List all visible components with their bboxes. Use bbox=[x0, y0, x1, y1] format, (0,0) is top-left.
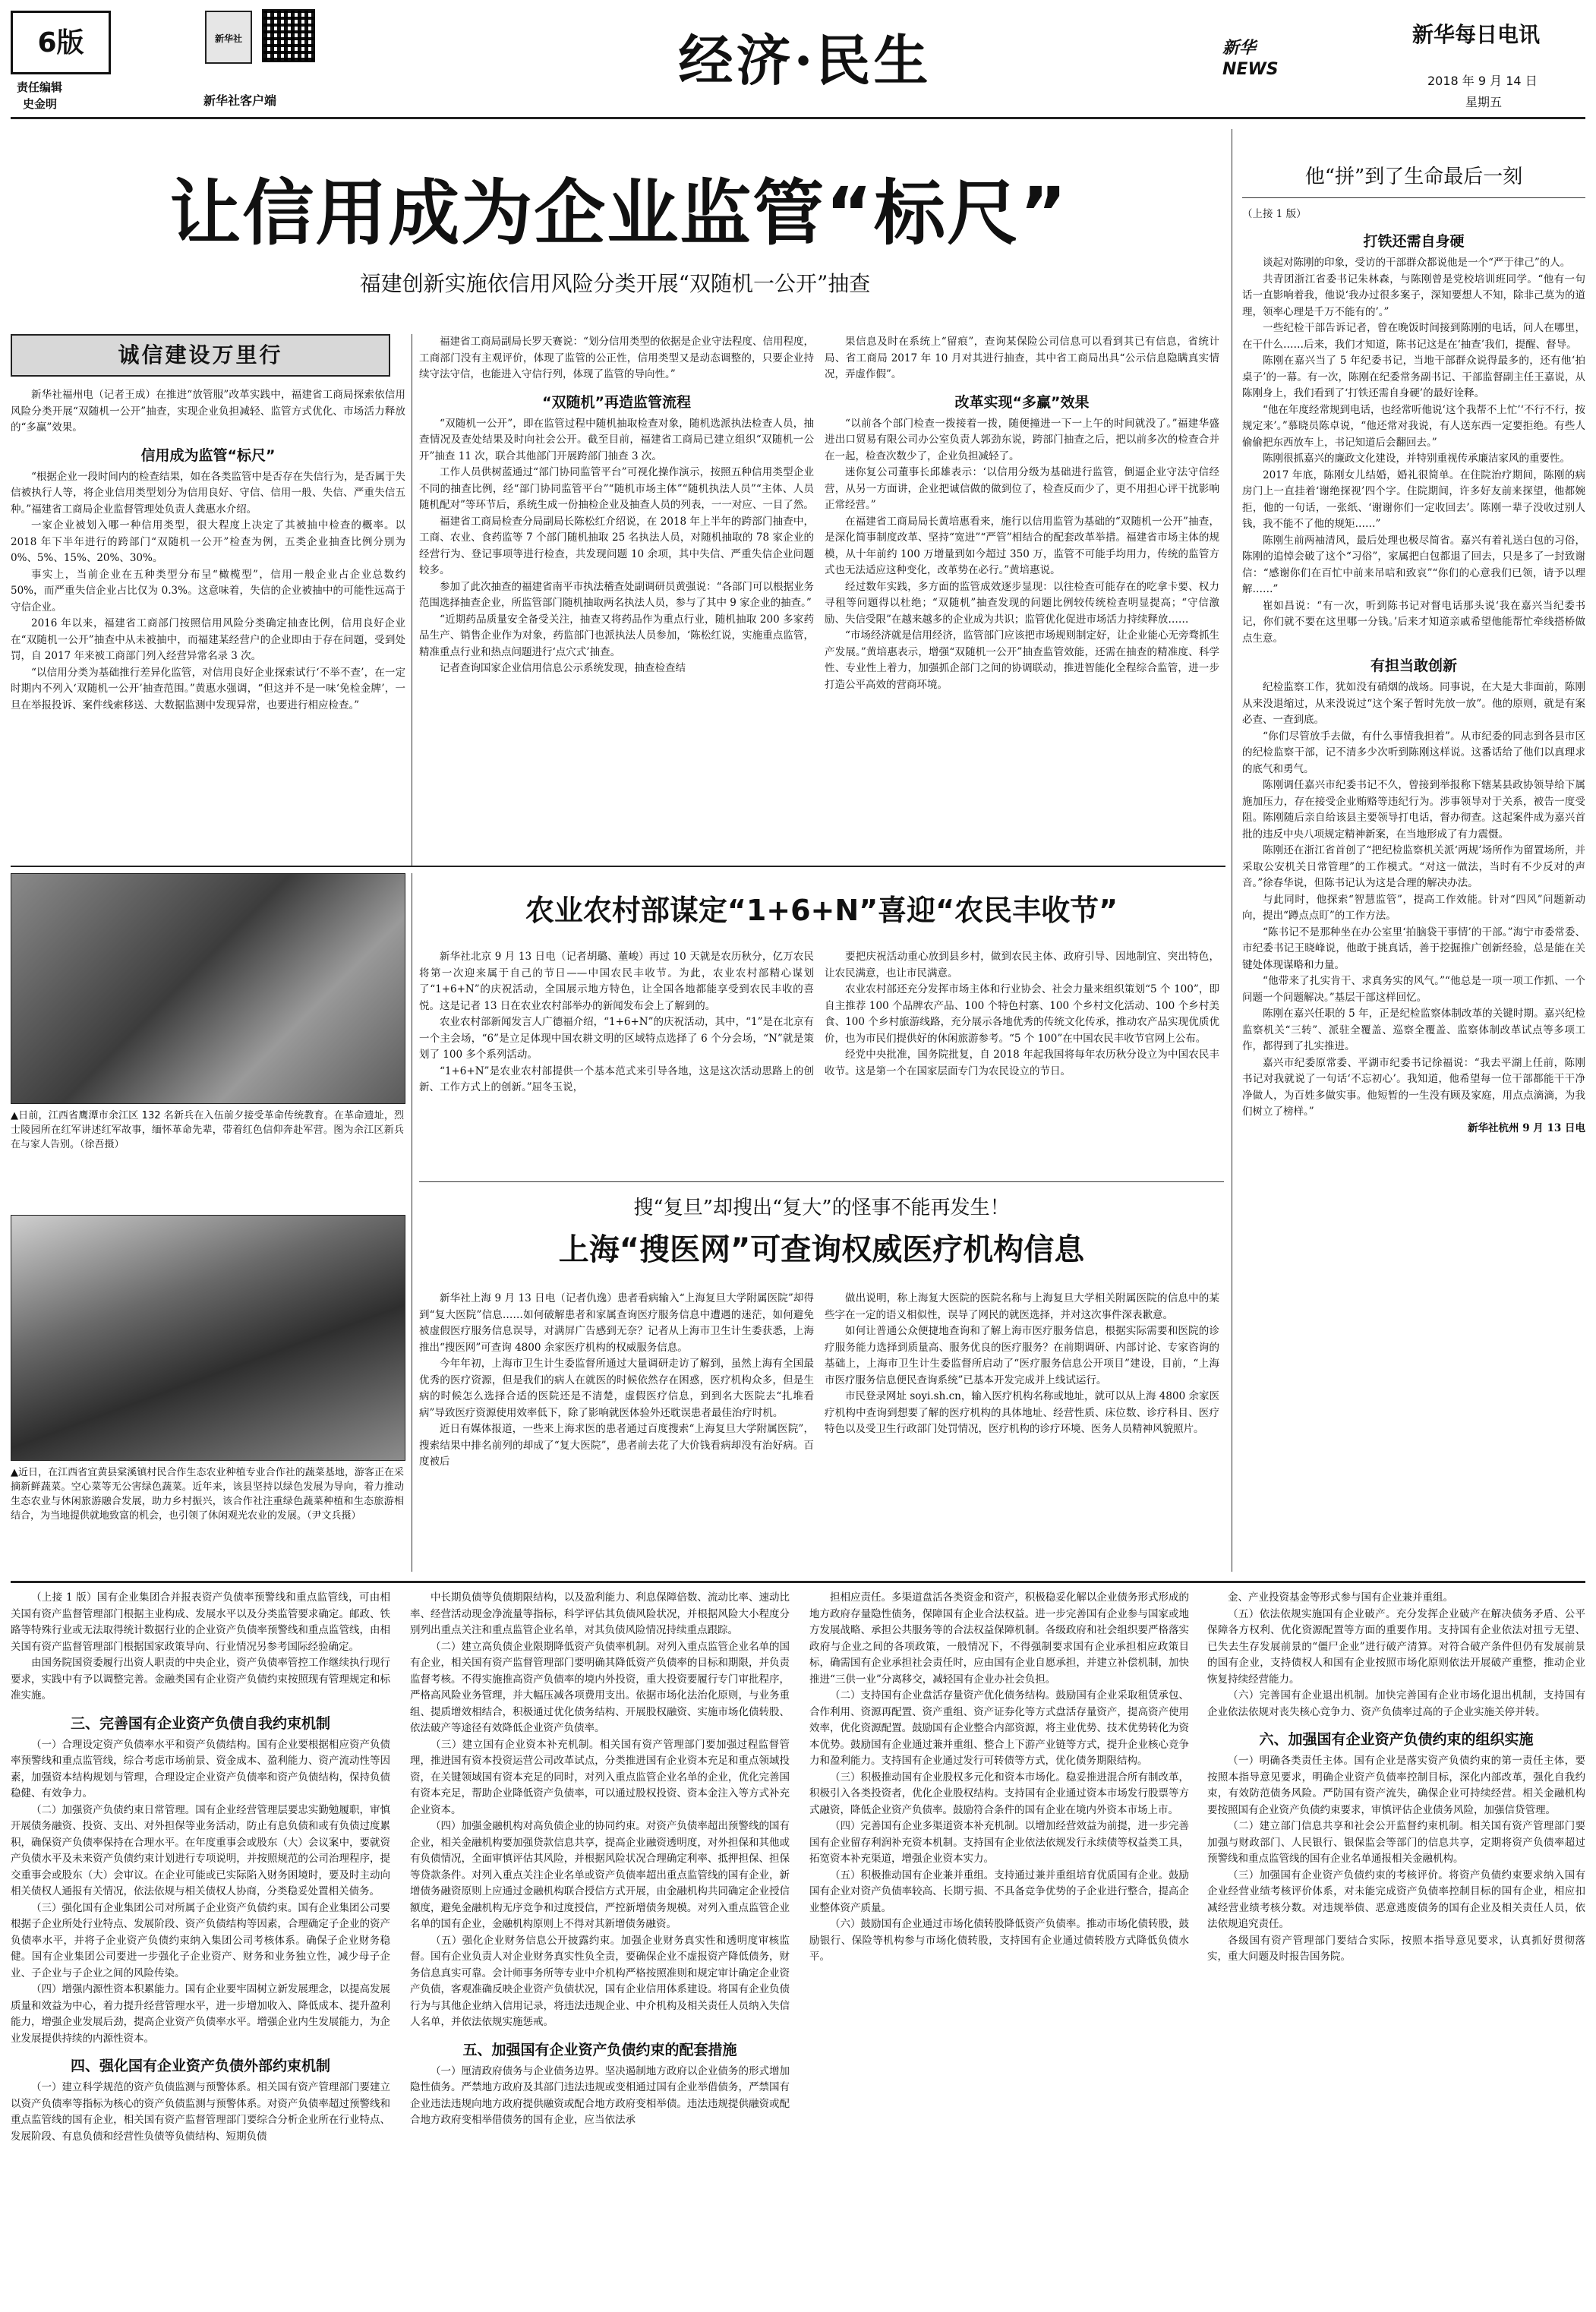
agri-column-2 bbox=[825, 949, 1219, 1177]
paragraph: （五）积极推动国有企业兼并重组。支持通过兼并重组培育优质国有企业。鼓励国有企业对资产负债率较高、长期亏损、不具备竞争优势的子企业进行整合，提高企业整体资产质量。 bbox=[809, 1869, 1189, 1914]
paragraph: 由国务院国资委履行出资人职责的中央企业，资产负债率管控工作继续执行现行要求，实践中有予以调整完善。金融类国有企业资产负债约束按照现有管理规定和标准实施。 bbox=[11, 1657, 390, 1702]
column-badge bbox=[11, 334, 390, 377]
client-label: 新华社客户端 bbox=[203, 93, 277, 108]
medical-kicker: 搜“复旦”却搜出“复大”的怪事不能再发生！ bbox=[633, 1197, 1010, 1219]
paragraph: “市场经济就是信用经济，监管部门应该把市场规则制定好，让企业能心无旁骛抓生产发展。”黄培惠表示，增强“双随机一公开”抽查监管效能，还需在抽查的精准度、科学性、专业性上着力，加强抓企部门之间的协调联动，推进智能化全程综合监管，进一步打造公平高效的营商环境。 bbox=[825, 629, 1219, 691]
page-number: 6版 bbox=[37, 27, 84, 58]
right-kicker-rule bbox=[1242, 197, 1585, 198]
paragraph: （三）建立国有企业资本补充机制。相关国有资产管理部门要加强过程监督管理，推进国有资本投资运营公司改革试点，分类推进国有企业资本充足和重点领域投资，在关键领域国有资本充足的同时，对列入重点监管企业名单的企业，优化完善国有资本充足，帮助企业降低资产负债率，可以通过股权投资、资本金注入等方式补充企业资本。 bbox=[410, 1738, 790, 1816]
continued-note: （上接 1 版） bbox=[1242, 208, 1307, 220]
agri-bottom-rule bbox=[419, 1181, 1224, 1182]
paragraph: “近期药品质量安全备受关注，抽查又将药品作为重点行业，随机抽取 200 多家药品生产、销售企业作为对象，药监部门也派执法人员参加，‘陈松红说，实施重点监管，精准重点行业和热点问题进行‘点穴式’抽查。 bbox=[419, 613, 814, 658]
issue-weekday: 星期五 bbox=[1465, 95, 1503, 109]
paragraph: 纪检监察工作，犹如没有硝烟的战场。同事说，在大是大非面前，陈刚从来没退缩过，从来没说过“这个案子暂时先放一放”。他的原则，就是有案必查、一查到底。 bbox=[1242, 681, 1585, 726]
paragraph: 一家企业被划入哪一种信用类型，很大程度上决定了其被抽中检查的概率。以 2018 年下半年进行的跨部门“双随机一公开”检查为例，五类企业抽查比例分别为 0%、5%、15%、20%、30%。 bbox=[11, 519, 405, 564]
paragraph: 新华社上海 9 月 13 日电（记者仇逸）患者看病输入“上海复旦大学附属医院”却得到“复大医院”信息……如何破解患者和家属查询医疗服务信息中遭遇的迷茫，如何避免被虚假医疗服务信息误导，对满屏广告感到无奈？记者从上海市卫生计生委获悉，上海推出“搜医网”可查询 4800 余家医疗机构的权威服务信息。 bbox=[419, 1292, 814, 1354]
bottom-column-2 bbox=[410, 1590, 790, 2304]
paragraph: （二）建立部门信息共享和社会公开监督约束机制。相关国有资产管理部门要加强与财政部门、人民银行、银保监会等部门的信息共享，定期将资产负债率超过预警线和重点监管线的国有企业名单通报相关金融机构。 bbox=[1207, 1820, 1585, 1865]
paragraph: 陈刚还在浙江省首创了“把纪检监察机关派‘两规’场所作为留置场所，并采取公安机关日常管理”的工作模式。“对这一做法，当时有不少反对的声音。”徐春华说，但陈书记认为这是合理的解决办法。 bbox=[1242, 844, 1585, 889]
paragraph: “以信用分类为基础推行差异化监管，对信用良好企业探索试行‘不举不查’，在一定时期内不列入‘双随机一公开’抽查范围。”黄惠水强调，“但这并不是一味‘免检金牌’，一旦在举报投诉、案件线索移送、大数据监测中发现异常，也要进行相应检查。” bbox=[11, 666, 405, 711]
paper-name: 新华每日电讯 bbox=[1412, 22, 1541, 47]
photo-vegetables-caption-text: ▲近日，在江西省宜黄县棠溪镇村民合作生态农业种植专业合作社的蔬菜基地，游客正在采摘新鲜蔬菜。空心菜等无公害绿色蔬菜。近年来，该县坚持以绿色发展为导向，着力推动生态农业与休闲旅游融合发展，助力乡村振兴，该合作社注重绿色蔬菜种植和生态旅游相结合，为当地提供就地致富的机会，也引领了休闲观光农业的发展。 bbox=[11, 1467, 404, 1522]
paragraph: 果信息及时在系统上“留痕”，查询某保险公司信息可以看到其已有信息，省统计局、省工商局 2017 年 10 月对其进行抽查，其中省工商局出具“公示信息隐瞒真实情况，弄虚作假”。 bbox=[825, 336, 1219, 380]
paragraph: 陈刚在嘉兴当了 5 年纪委书记，当地干部群众说得最多的，还有他‘拍桌子’的一幕。有一次，陈刚在纪委常务副书记、干部监督副主任王嘉说，从陈刚身上，我们看到了‘打铁还需自身硬’的最好诠释。 bbox=[1242, 355, 1585, 399]
paragraph: 共青团浙江省委书记朱林森，与陈刚曾是党校培训班同学。“他有一句话一直影响着我，他说‘我办过很多案子，深知要想人不知，除非己莫为的道理，领率心理是千万不能有的’。” bbox=[1242, 273, 1585, 318]
paragraph: “根据企业一段时间内的检查结果，如在各类监管中是否存在失信行为，是否属于失信被执行人等，将企业信用类型划分为信用良好、守信、信用一般、失信、严重失信五种。”福建省工商局企业监督管理处负责人龚惠水介绍。 bbox=[11, 470, 405, 516]
page-number-box bbox=[11, 11, 111, 74]
paragraph: （二）建立高负债企业限期降低资产负债率机制。对列入重点监管企业名单的国有企业，相关国有资产监督管理部门要明确其降低资产负债率的目标和期限，并负责监督考核。不得实施推高资产负债率的境内外投资，重大投资要履行专门审批程序，严格高风险业务管理，并大幅压减各项费用支出。依据市场化法治化原则，与业务重组、提质增效相结合，积极通过优化债务结构、开展股权融资、实施市场化债转股、依法破产等途径有效降低企业资产负债率。 bbox=[410, 1640, 790, 1734]
medical-column-2 bbox=[825, 1291, 1219, 1573]
paragraph: 陈刚调任嘉兴市纪委书记不久，曾接到举报称下辖某县政协领导给下属施加压力，存在接受企业贿赂等违纪行为。涉事领导对于关系，被告一度受阻。陈刚随后亲自给该县主要领导打电话，督办彻查。这起案件成为嘉兴首批的违反中央八项规定精神新案，在当地形成了有力震慑。 bbox=[1242, 779, 1585, 841]
column-badge-text: 诚信建设万里行 bbox=[118, 342, 283, 367]
paragraph: 福建省工商局检查分局副局长陈松红介绍说，在 2018 年上半年的跨部门抽查中，工商、农业、食药监等 7 个部门随机抽取 25 名执法人员，对随机抽取的 78 家企业的经营行为、登记事项等进行检查，共发现问题 10 余项，其中失信、严重失信企业问题较多。 bbox=[419, 515, 814, 576]
paragraph: （五）强化企业财务信息公开披露约束。加强企业财务真实性和透明度审核监督。国有企业负责人对企业财务真实性负全责，要确保企业不虚报资产降低债务，财务信息真实可靠。会计师事务所等专业中介机构严格按照准则和规定审计确定企业资产负债，客观准确反映企业资产负债状况，国有企业信用体系建设。将国有企业负债行为与其他企业纳入信用记录，将违法违规企业、中介机构及相关责任人员纳入失信人名单，并依法依规实施惩戒。 bbox=[410, 1934, 790, 2028]
paragraph: 2017 年底，陈刚女儿结婚，婚礼很简单。在住院治疗期间，陈刚的病房门上一直挂着‘谢绝探视’四个字。住院期间，许多好友前来探望，他都婉拒，他的一句话，一张纸、‘谢谢你们一定收回去’。陈刚一辈子没收过别人钱，我不能不了他的规矩……” bbox=[1242, 468, 1585, 530]
paragraph: 谈起对陈刚的印象，受访的干部群众都说他是一个“严于律己”的人。 bbox=[1263, 257, 1571, 269]
paragraph: 经党中央批准，国务院批复，自 2018 年起我国将每年农历秋分设立为中国农民丰收节。这是第一个在国家层面专门为农民设立的节日。 bbox=[825, 1049, 1219, 1077]
bottom-column-3 bbox=[809, 1590, 1189, 2304]
photo-vegetables-credit: （尹文兵摄） bbox=[307, 1510, 361, 1522]
paragraph: 做出说明，称上海复大医院的医院名称与上海复旦大学相关附属医院的信息中的某些字在一定的语义相似性，误导了网民的就医选择，并对这次事件深表歉意。 bbox=[825, 1292, 1219, 1321]
editor-label: 责任编辑 bbox=[17, 80, 63, 94]
xinhua-logo bbox=[205, 11, 252, 64]
paragraph: （一）合理设定资产负债率水平和资产负债结构。国有企业要根据相应资产负债率预警线和重点监管线，综合考虑市场前景、资金成本、盈利能力、资产流动性等因素，加强资本结构规划与管理，合理设定企业资产负债率和资产负债结构，保持负债稳健、有效争力。 bbox=[11, 1738, 390, 1799]
lead-column-3 bbox=[825, 334, 1219, 858]
photo-recruits-credit: （徐吾摄） bbox=[80, 1139, 125, 1150]
bottom-section-rule bbox=[11, 1581, 1585, 1583]
paragraph: 陈刚很抓嘉兴的廉政文化建设，并特别重视传承廉洁家风的重要性。 bbox=[1263, 453, 1570, 465]
paragraph: （二）支持国有企业盘活存量资产优化债务结构。鼓励国有企业采取租赁承包、合作利用、资源再配置、资产重组、资产证券化等方式盘活存量资产，提高资产使用效率，优化资源配置。鼓励国有企业整合内部资源，将主业优势、技术优势转化为资本优势。鼓励国有企业通过兼并重组、整合上下游产业链等方式，提升企业核心竞争力和盈利能力。支持国有企业通过发行可转债等方式，优化债务期限结构。 bbox=[809, 1689, 1189, 1767]
paragraph: 近日有媒体报道，一些来上海求医的患者通过百度搜索“上海复旦大学附属医院”，搜索结果中排名前列的却成了“复大医院”，患者前去花了大价钱看病却没有治好病。百度被后 bbox=[419, 1423, 814, 1468]
paragraph: 新华社北京 9 月 13 日电（记者胡璐、董峻）再过 10 天就是农历秋分，亿万农民将第一次迎来属于自己的节日——中国农民丰收节。为此，农业农村部精心谋划了“1+6+N”的庆祝活动，全国展示地方特色，让全国各地都能享受到农民丰收的喜悦。这是记者 13 日在农业农村部举办的新闻发布会上了解到的。 bbox=[419, 951, 814, 1012]
paragraph: “他在年度经常规到电话，也经常听他说‘这个我帮不上忙’‘不行不行，按规定来’。”慕晓员陈卓说，“他还常对我说，有人送东西一定要拒绝。有些人偷偷把东西放车上，书记知道后会翻回去。” bbox=[1242, 403, 1585, 449]
paragraph: 陈刚在嘉兴任职的 5 年，正是纪检监察体制改革的关键时期。嘉兴纪检监察机关“三转”、派驻全覆盖、巡察全覆盖、监察体制改革试点等多项工作，都得到了扎实推进。 bbox=[1242, 1008, 1585, 1052]
medical-title: 上海“搜医网”可查询权威医疗机构信息 bbox=[558, 1232, 1085, 1267]
lead-column-2 bbox=[419, 334, 814, 858]
sub-heading: 三、完善国有企业资产负债自我约束机制 bbox=[70, 1714, 330, 1732]
xinhua-logo-text: 新华社 bbox=[214, 33, 242, 44]
bottom-column-4 bbox=[1207, 1590, 1585, 2304]
news-logo bbox=[1222, 23, 1306, 91]
paragraph: “陈书记不是那种坐在办公室里‘拍脑袋干事情’的干部。”海宁市委常委、市纪委书记王晓峰说，他敢于挑真话，善于挖掘推广创新经验，总是能在关键处体现谋略和力量。 bbox=[1242, 926, 1585, 971]
masthead bbox=[0, 0, 1596, 115]
paragraph: 参加了此次抽查的福建省南平市执法稽查处副调研员黄强说：“各部门可以根据业务范围选择抽查企业，所监管部门随机抽取两名执法人员，参与了其中 9 家企业的抽查。” bbox=[419, 580, 814, 609]
sub-heading: 五、加强国有企业资产负债约束的配套措施 bbox=[462, 2041, 737, 2058]
sub-heading: 四、强化国有企业资产负债外部约束机制 bbox=[70, 2058, 330, 2074]
sub-heading: 改革实现“多赢”效果 bbox=[954, 393, 1090, 411]
sub-heading: 有担当敢创新 bbox=[1370, 658, 1457, 674]
paragraph: 担相应责任。多渠道盘活各类资金和资产，积极稳妥化解以企业债务形式形成的地方政府存量隐性债务，保障国有企业合法权益。进一步完善国有企业参与国家或地方发展战略、承担公共服务等的合法权益保障机制。各级政府和社会组织要严格落实政府与企业之间的各项政策，一般情况下，不得强制要求国有企业承担相应政策目标，确需国有企业承担社会责任时，应由国有企业自愿承担，并建立补偿机制，加快推进“三供一业”分离移交，减轻国有企业办社会负担。 bbox=[809, 1591, 1189, 1686]
paragraph: 经过数年实践，多方面的监管成效逐步显现：以往检查可能存在的吃拿卡要、权力寻租等问题得以杜绝；“双随机”抽查发现的问题比例较传统检查明显提高；“守信激励、失信受限”在越来越多的企业成为共识；监管优化促进市场活力持续释放…… bbox=[825, 580, 1219, 626]
paragraph: （三）加强国有企业资产负债约束的考核评价。将资产负债约束要求纳入国有企业经营业绩考核评价体系，对未能完成资产负债率控制目标的国有企业，相应扣减经营业绩考核分数。对违规举债、恶意逃废债务的国有企业及相关责任人员，依法依规追究责任。 bbox=[1207, 1869, 1585, 1930]
sub-heading: 打铁还需自身硬 bbox=[1363, 233, 1465, 250]
paragraph: 各级国有资产管理部门要结合实际，按照本指导意见要求，认真抓好贯彻落实，重大问题及时报告国务院。 bbox=[1207, 1934, 1585, 1963]
photo-recruits-caption bbox=[11, 1109, 404, 1152]
editor-name: 史金明 bbox=[23, 97, 58, 111]
paragraph: 嘉兴市纪委原常委、平湖市纪委书记徐福说：“我去平湖上任前，陈刚书记对我就说了一句话‘不忘初心’。我知道，他希望每一位干部都能干干净净做人，为百姓多做实事。他短暂的一生没有顾及家庭，用点点滴滴，为我们树立了榜样。” bbox=[1242, 1056, 1585, 1118]
bottom-column-1 bbox=[11, 1590, 390, 2304]
paragraph: 2016 年以来，福建省工商部门按照信用风险分类确定抽查比例，信用良好企业在“双随机一公开”抽查中从未被抽中，而福建某经营户的企业即由于存在问题，受到处罚，自 2017 年来被工商部门列入经营异常名录 3 次。 bbox=[11, 617, 405, 662]
paragraph: 如何让普通公众便捷地查询和了解上海市医疗服务信息，根据实际需要和医院的诊疗服务能力选择到质量高、服务优良的医疗服务？在前期调研、内部讨论、专家咨询的基础上，上海市卫生计生委监督所启动了“医疗服务信息公开项目”建设，目前，“上海市医疗服务信息便民查询系统”已基本开发完成并上线试运行。 bbox=[825, 1325, 1219, 1386]
lead-bottom-rule bbox=[11, 866, 1225, 867]
paragraph: 工作人员供树蓝通过“部门协同监管平台”可视化操作演示，按照五种信用类型企业不同的抽查比例，经“部门协同监管平台”“随机市场主体”“随机执法人员”“主体、人员随机配对”等环节后，系统生成一份抽检企业及抽查人员的列表，一一对应、一目了然。 bbox=[419, 466, 814, 511]
paragraph: 记者查询国家企业信用信息公示系统发现，抽查检查结 bbox=[440, 662, 686, 674]
paragraph: 金、产业投资基金等形式参与国有企业兼并重组。 bbox=[1228, 1591, 1453, 1604]
paragraph: 事实上，当前企业在五种类型分布呈“橄榄型”，信用一般企业占企业总数约 50%，而严重失信企业占比仅为 0.3%。这意味着，失信的企业被抽中的可能性远高于守信企业。 bbox=[11, 568, 405, 613]
paragraph: 中长期负债等负债期限结构，以及盈利能力、利息保障倍数、流动比率、速动比率、经营活动现金净流量等指标，科学评估其负债风险状况，并根据风险大小程度分别列出重点关注和重点监管企业名单，对其负债风险情况持续重点跟踪。 bbox=[410, 1591, 790, 1636]
paragraph: “双随机一公开”，即在监管过程中随机抽取检查对象，随机选派执法检查人员，抽查情况及查处结果及时向社会公开。截至目前，福建省工商局已建立组织“双随机一公开”抽查 11 次，联合其他部门开展跨部门抽查 3 次。 bbox=[419, 417, 814, 462]
paragraph: （六）完善国有企业退出机制。加快完善国有企业市场化退出机制，支持国有企业依法依规对丧失核心竞争力、资产负债率过高的子企业实施关停并转。 bbox=[1207, 1689, 1585, 1718]
paragraph: 一些纪检干部告诉记者，曾在晚饭时间接到陈刚的电话，问人在哪里，在干什么……后来，我们才知道，陈书记这是在‘抽查’我们，提醒、督导。 bbox=[1242, 322, 1585, 351]
paragraph: （二）加强资产负债约束日常管理。国有企业经营管理层要忠实勤勉履职，审慎开展债务融资、投资、支出、对外担保等业务活动，防止有息负债和或有负债过度累积，确保资产负债率保持在合理水平。在年度重事会或股东（大）会议案中，要就资产负债水平及未来资产负债约束计划进行专项说明，并按照规范的公司治理程序，提交重事会或股东（大）会审议。在企业可能或已实际陷入财务困境时，要及时主动向相关债权人通报有关情况，依法依规与相关债权人协商，分类稳妥处置相关债务。 bbox=[11, 1803, 390, 1897]
paragraph: 陈刚生前两袖清风，最后处理也极尽简省。嘉兴有着礼送白包的习俗，陈刚的追悼会破了这个“习俗”，家属把白包都退了回去，只是多了一封致谢信：“感谢你们在百忙中前来吊唁和致哀”“你们的心意我们已领，请予以理解……” bbox=[1242, 534, 1585, 595]
paragraph: 市民登录网址 soyi.sh.cn，输入医疗机构名称或地址，就可以从上海 4800 余家医疗机构中查询到想要了解的医疗机构的具体地址、经营性质、床位数、诊疗科目、医疗特色以及受卫生行政部门处罚情况，医疗机构的诊疗环境、医务人员精神风貌照片。 bbox=[825, 1390, 1219, 1435]
paragraph: （五）依法依规实施国有企业破产。充分发挥企业破产在解决债务矛盾、公平保障各方权利、优化资源配置等方面的重要作用。支持国有企业依法对扭亏无望、已失去生存发展前景的“僵尸企业”进行破产清算。对符合破产条件但仍有发展前景的国有企业，支持债权人和国有企业按照市场化原则依法开展破产重整，推动企业恢复持续经营能力。 bbox=[1207, 1607, 1585, 1686]
sub-heading: 六、加强国有企业资产负债约束的组织实施 bbox=[1259, 1731, 1534, 1748]
photo-vegetables bbox=[11, 1215, 405, 1461]
paragraph: （四）完善国有企业多渠道资本补充机制。以增加经营效益为前提，进一步完善国有企业留存利润补充资本机制。支持国有企业依法依规发行永续债等权益类工具，拓宽资本补充渠道，增强企业资本实力。 bbox=[809, 1820, 1189, 1865]
paragraph: （六）鼓励国有企业通过市场化债转股降低资产负债率。推动市场化债转股，鼓励银行、保险等机构参与市场化债转股，支持国有企业通过债转股方式降低负债水平。 bbox=[809, 1918, 1189, 1963]
paragraph: 在福建省工商局局长黄培惠看来，施行以信用监管为基础的“双随机一公开”抽查，是深化简事制度改革、坚持“宽进”“严管”相结合的配套改革举措。福建省市场主体的规模，从十年前约 100 万增量到如今超过 350 万，监管不可能手均用力，传统的监管方式也无法适应这种变化，改革势在必行。”黄培惠说。 bbox=[825, 515, 1219, 576]
paragraph: 农业农村部还充分发挥市场主体和行业协会、社会力量来组织策划“5 个 100”，即自主推荐 100 个品牌农产品、100 个特色村寨、100 个乡村文化活动、100 个乡村美食、100 个乡村旅游线路，充分展示各地优秀的传统文化传承，推动农产品实现优质优价，也为市民们提供好的休闲旅游参考。“5 个 100”在中国农民丰收节官网上公布。 bbox=[825, 983, 1219, 1045]
qr-code-icon bbox=[262, 9, 315, 62]
paragraph: “1+6+N”是农业农村部提供一个基本范式来引导各地，这是这次活动思路上的创新、工作方式上的创新。”屈冬玉说， bbox=[419, 1065, 814, 1093]
paragraph: 今年年初，上海市卫生计生委监督所通过大量调研走访了解到，虽然上海有全国最优秀的医疗资源，但是我们的病人在就医的时候依然存在困惑，医疗机构众多，但是生病的时候怎么选择合适的医院还是不清楚，虚假医疗信息，到到名大医院去“扎堆看病”导致医疗资源使用效率低下，除了影响就医体验外还耽误患者最佳治疗时机。 bbox=[419, 1358, 814, 1419]
paragraph: “以前各个部门检查一拨接着一拨，随便撞进一下一上午的时间就没了。”福建华盛进出口贸易有限公司办公室负责人郭劲东说，跨部门抽查之后，把以前多次的检查合并在一起，检查次数少了，企业负担减轻了。 bbox=[825, 417, 1219, 462]
paragraph: （一）建立科学规范的资产负债监测与预警体系。相关国有资产管理部门要建立以资产负债率等指标为核心的资产负债监测与预警体系。对资产负债率超过预警线和重点监管线的国有企业，相关国有资产监督管理部门要综合分析企业所在行业特点、发展阶段、有息负债和经营性负债等负债结构、短期负债 bbox=[11, 2081, 390, 2143]
photo-vegetables-caption bbox=[11, 1465, 404, 1523]
paragraph: （一）厘清政府债务与企业债务边界。坚决遏制地方政府以企业债务的形式增加隐性债务。严禁地方政府及其部门违法违规或变相通过国有企业举借债务，严禁国有企业违法违规向地方政府提供融资或配合地方政府变相举债。违法违规提供融资或配合地方政府变相举借债务的国有企业，应当依法承 bbox=[410, 2064, 790, 2126]
paragraph: “你们尽管放手去做，有什么事情我担着”。从市纪委的同志到各县市区的纪检监察干部，记不清多少次听到陈刚这样说。这番话给了他们以真理求的底气和勇气。 bbox=[1242, 730, 1585, 775]
paragraph: （三）强化国有企业集团公司对所属子企业资产负债约束。国有企业集团公司要根据子企业所处行业特点、发展阶段、资产负债结构等因素，合理确定子企业的资产负债率水平，并将子企业资产负债约束纳入集团公司考核体系。确保子企业财务稳健。国有企业集团公司要进一步强化子企业资产、财务和业务独立性，减少母子企业、子企业与子企业之间的风险传染。 bbox=[11, 1901, 390, 1979]
paragraph: 与此同时，他探索“智慧监管”，提高工作效能。针对“四风”问题新动向，提出“蹲点点盯”的工作方法。 bbox=[1242, 893, 1585, 922]
dateline: 新华社杭州 9 月 13 日电 bbox=[1468, 1121, 1585, 1134]
section-title: 经济·民生 bbox=[678, 28, 932, 93]
masthead-rule bbox=[11, 117, 1585, 119]
paragraph: （三）积极推动国有企业股权多元化和资本市场化。稳妥推进混合所有制改革，积极引入各类投资者，优化企业股权结构。支持国有企业通过资本市场发行股票等方式融资，降低企业资产负债率。鼓励符合条件的国有企业在境内外资本市场上市。 bbox=[809, 1771, 1189, 1816]
paragraph: （一）明确各类责任主体。国有企业是落实资产负债约束的第一责任主体，要按照本指导意见要求，明确企业资产负债率控制目标，深化内部改革，强化自我约束，有效防范债务风险。严防国有资产流失，确保企业可持续经营。相关金融机构要按照国有企业资产负债约束要求，审慎评估企业债务风险，加强信贷管理。 bbox=[1207, 1755, 1585, 1816]
issue-date: 2018 年 9 月 14 日 bbox=[1427, 74, 1538, 88]
lead-subtitle: 福建创新实施依信用风险分类开展“双随机一公开”抽查 bbox=[359, 271, 871, 296]
photo-recruits bbox=[11, 873, 405, 1104]
right-kicker: 他“拼”到了生命最后一刻 bbox=[1304, 166, 1523, 188]
paragraph: 农业农村部新闻发言人广德福介绍，“1+6+N”的庆祝活动，其中，“1”是在北京有一个主会场，“6”是立足体现中国农耕文明的区域特点选择了 6 个分会场，“N”就是策划了 100 多个系列活动。 bbox=[419, 1016, 814, 1061]
agri-title: 农业农村部谋定“1+6+N”喜迎“农民丰收节” bbox=[525, 894, 1118, 927]
paragraph: （四）加强金融机构对高负债企业的协同约束。对资产负债率超出预警线的国有企业，相关金融机构要加强贷款信息共享，提高企业融资透明度，对外担保和其他或有负债情况，全面审慎评估其风险，并根据风险状况合理确定利率、抵押担保、担保等贷款条件。对列入重点关注企业名单或资产负债率超出重点监管线的国有企业，新增债务融资原则上应通过金融机构联合授信方式开展，由金融机构共同确定企业授信额度，避免金融机构无序竞争和过度授信，严控新增债务规模。对列入重点监管企业名单的国有企业，金融机构原则上不得对其新增债务融资。 bbox=[410, 1820, 790, 1930]
right-story-body bbox=[1242, 207, 1585, 1573]
paragraph: （上接 1 版）国有企业集团合并报表资产负债率预警线和重点监管线，可由相关国有资产监督管理部门根据主业构成、发展水平以及分类监管要求确定。邮政、铁路等特殊行业或无法取得统计数据行业的企业资产负债率预警线和重点监管线，由相关国有资产监督管理部门根据国家政策导向、行业情况另参考国际经验确定。 bbox=[11, 1591, 390, 1653]
news-logo-text: 新华NEWS bbox=[1222, 39, 1279, 79]
paragraph: 要把庆祝活动重心放到县乡村，做到农民主体、政府引导、因地制宜、突出特色，让农民满意，也让市民满意。 bbox=[825, 951, 1219, 979]
sub-heading: “双随机”再造监管流程 bbox=[542, 393, 691, 411]
paragraph: “他带来了扎实肯干、求真务实的风气。”“他总是一项一项工作抓、一个问题一个问题解决。”基层干部这样回忆。 bbox=[1242, 975, 1585, 1004]
paragraph: 崔如昌说：“有一次，听到陈书记对督电话那头说‘我在嘉兴当纪委书记，你们就不要在这里哪一分钱。’后来才知道亲戚希望他能帮忙牵线搭桥做点生意。 bbox=[1242, 599, 1585, 645]
lead-column-1 bbox=[11, 387, 405, 858]
paragraph: 新华社福州电（记者王成）在推进“放管服”改革实践中，福建省工商局探索依信用风险分类开展“双随机一公开”抽查，实现企业负担减轻、监管方式优化、市场活力释放的“多赢”效果。 bbox=[11, 389, 405, 434]
lead-title: 让信用成为企业监管“标尺” bbox=[169, 172, 1068, 255]
paragraph: （四）增强内源性资本积累能力。国有企业要牢固树立新发展理念，以提高发展质量和效益为中心，着力提升经营管理水平，进一步增加收入、降低成本、提升盈利能力，增强企业发展后劲，提高企业资产负债率水平。增强企业内生发展能力，为企业发展提供持续的内源性资本。 bbox=[11, 1983, 390, 2045]
agri-column-1 bbox=[419, 949, 814, 1177]
paragraph: 迷你复公司董事长邱雄表示：‘以信用分级为基础进行监管，倒逼企业守法守信经营，从另一方面讲，企业把诚信做的做到位了，检查反而少了，更不用担心评干扰影响正常经营。” bbox=[825, 466, 1219, 511]
medical-column-1 bbox=[419, 1291, 814, 1573]
sub-heading: 信用成为监管“标尺” bbox=[140, 446, 276, 464]
paragraph: 福建省工商局副局长罗天赛说：“划分信用类型的依据是企业守法程度、信用程度，工商部门没有主观评价，体现了监管的公正性，信用类型又是动态调整的，只要企业持续守法守信，也能进入守信行列，体现了监管的导向性。” bbox=[419, 336, 814, 380]
photo-recruits-caption-text: ▲日前，江西省鹰潭市余江区 132 名新兵在入伍前夕接受革命传统教育。在革命遗址，烈士陵园所在红军讲述红军故事，缅怀革命先辈，带着红色信仰奔赴军营。图为余江区新兵在与家人告别。 bbox=[11, 1110, 404, 1150]
